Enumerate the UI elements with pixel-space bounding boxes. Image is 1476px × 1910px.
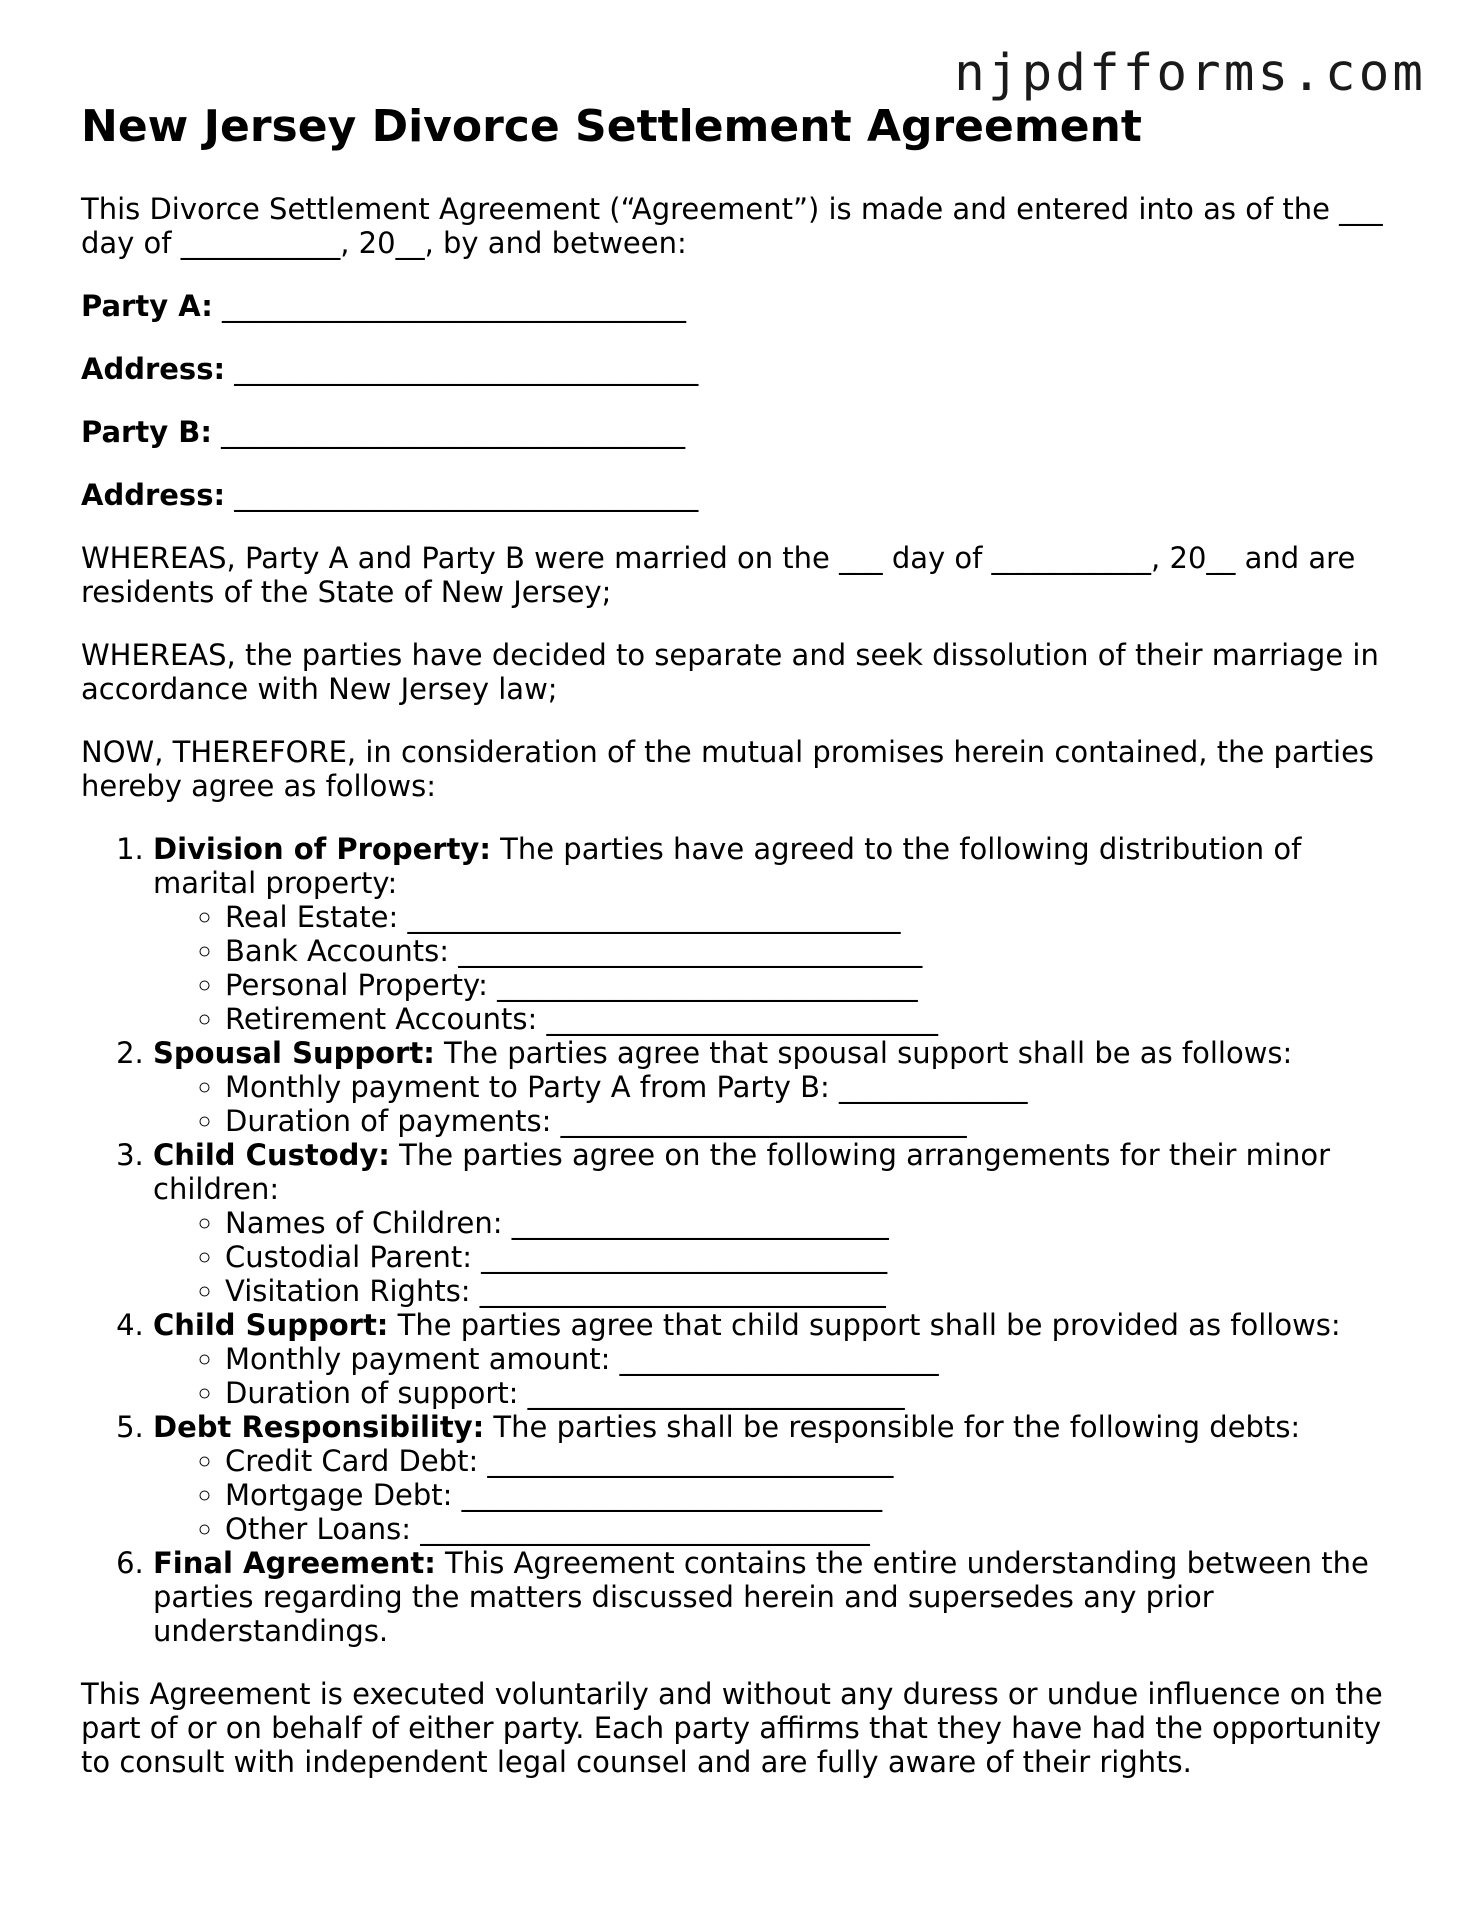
term-label: Debt Responsibility:	[153, 1410, 485, 1444]
site-watermark: njpdfforms.com	[954, 44, 1426, 103]
term-final-agreement	[153, 1546, 1401, 1648]
address-b-field	[81, 478, 1401, 512]
document-page	[81, 100, 1401, 1808]
address-a-blank: ________________________________	[234, 352, 699, 386]
term-child-custody	[153, 1138, 1401, 1308]
address-b-label: Address:	[81, 478, 226, 512]
list-item: ◦ Real Estate: __________________________________	[225, 900, 1401, 934]
term-child-support	[153, 1308, 1401, 1410]
term-label: Spousal Support:	[153, 1036, 435, 1070]
debt-sublist	[153, 1444, 1401, 1546]
list-item: ◦ Other Loans: _______________________________	[225, 1512, 1401, 1546]
list-item: ◦ Names of Children: __________________________	[225, 1206, 1401, 1240]
list-item: ◦ Personal Property: _____________________________	[225, 968, 1401, 1002]
list-item: ◦ Credit Card Debt: ____________________________	[225, 1444, 1401, 1478]
term-label: Division of Property:	[153, 832, 491, 866]
recital-married: WHEREAS, Party A and Party B were married on the ___ day of ___________, 20__ and are residents of the State of New Jersey;	[81, 541, 1356, 609]
list-item: ◦ Bank Accounts: ________________________________	[225, 934, 1401, 968]
term-text: The parties have agreed to the following distribution of marital property:	[153, 832, 1302, 900]
term-spousal-support	[153, 1036, 1401, 1138]
recital-now-therefore: NOW, THEREFORE, in consideration of the mutual promises herein contained, the parties hereby agree as follows:	[81, 735, 1375, 803]
closing-paragraph: This Agreement is executed voluntarily and without any duress or undue influence on the part of or on behalf of either party. Each party affirms that they have had the opportunity to consult with independent legal counsel and are fully aware of their rights.	[81, 1677, 1383, 1779]
term-text: The parties shall be responsible for the following debts:	[484, 1410, 1301, 1444]
spousal-sublist	[153, 1070, 1401, 1138]
list-item: ◦ Monthly payment to Party A from Party B: _____________	[225, 1070, 1401, 1104]
term-label: Child Support:	[153, 1308, 389, 1342]
document-title: New Jersey Divorce Settlement Agreement	[81, 101, 1142, 152]
term-text: The parties agree on the following arrangements for their minor children:	[153, 1138, 1330, 1206]
party-a-field	[81, 289, 1401, 323]
party-b-blank: ________________________________	[221, 415, 686, 449]
list-item: ◦ Retirement Accounts: ___________________________	[225, 1002, 1401, 1036]
party-b-label: Party B:	[81, 415, 212, 449]
property-sublist	[153, 900, 1401, 1036]
list-item: ◦ Visitation Rights: ____________________________	[225, 1274, 1401, 1308]
term-text: The parties agree that spousal support shall be as follows:	[434, 1036, 1293, 1070]
list-item: ◦ Duration of support: __________________________	[225, 1376, 1401, 1410]
party-a-blank: ________________________________	[222, 289, 687, 323]
list-item: ◦ Custodial Parent: ____________________________	[225, 1240, 1401, 1274]
term-text: The parties agree that child support shall be provided as follows:	[388, 1308, 1341, 1342]
address-b-blank: ________________________________	[234, 478, 699, 512]
term-division-of-property	[153, 832, 1401, 1036]
term-label: Child Custody:	[153, 1138, 390, 1172]
address-a-field	[81, 352, 1401, 386]
party-a-label: Party A:	[81, 289, 213, 323]
list-item: ◦ Mortgage Debt: _____________________________	[225, 1478, 1401, 1512]
child-support-sublist	[153, 1342, 1401, 1410]
list-item: ◦ Monthly payment amount: ______________________	[225, 1342, 1401, 1376]
list-item: ◦ Duration of payments: ____________________________	[225, 1104, 1401, 1138]
address-a-label: Address:	[81, 352, 226, 386]
term-debt-responsibility	[153, 1410, 1401, 1546]
terms-list	[81, 832, 1401, 1648]
intro-paragraph: This Divorce Settlement Agreement (“Agreement”) is made and entered into as of the ___ day of ___________, 20__, by and between:	[81, 192, 1383, 260]
custody-sublist	[153, 1206, 1401, 1308]
recital-separate: WHEREAS, the parties have decided to separate and seek dissolution of their marriage in accordance with New Jersey law;	[81, 638, 1379, 706]
party-b-field	[81, 415, 1401, 449]
term-label: Final Agreement:	[153, 1546, 436, 1580]
term-text: This Agreement contains the entire understanding between the parties regarding the matters discussed herein and supersedes any prior understandings.	[153, 1546, 1369, 1648]
